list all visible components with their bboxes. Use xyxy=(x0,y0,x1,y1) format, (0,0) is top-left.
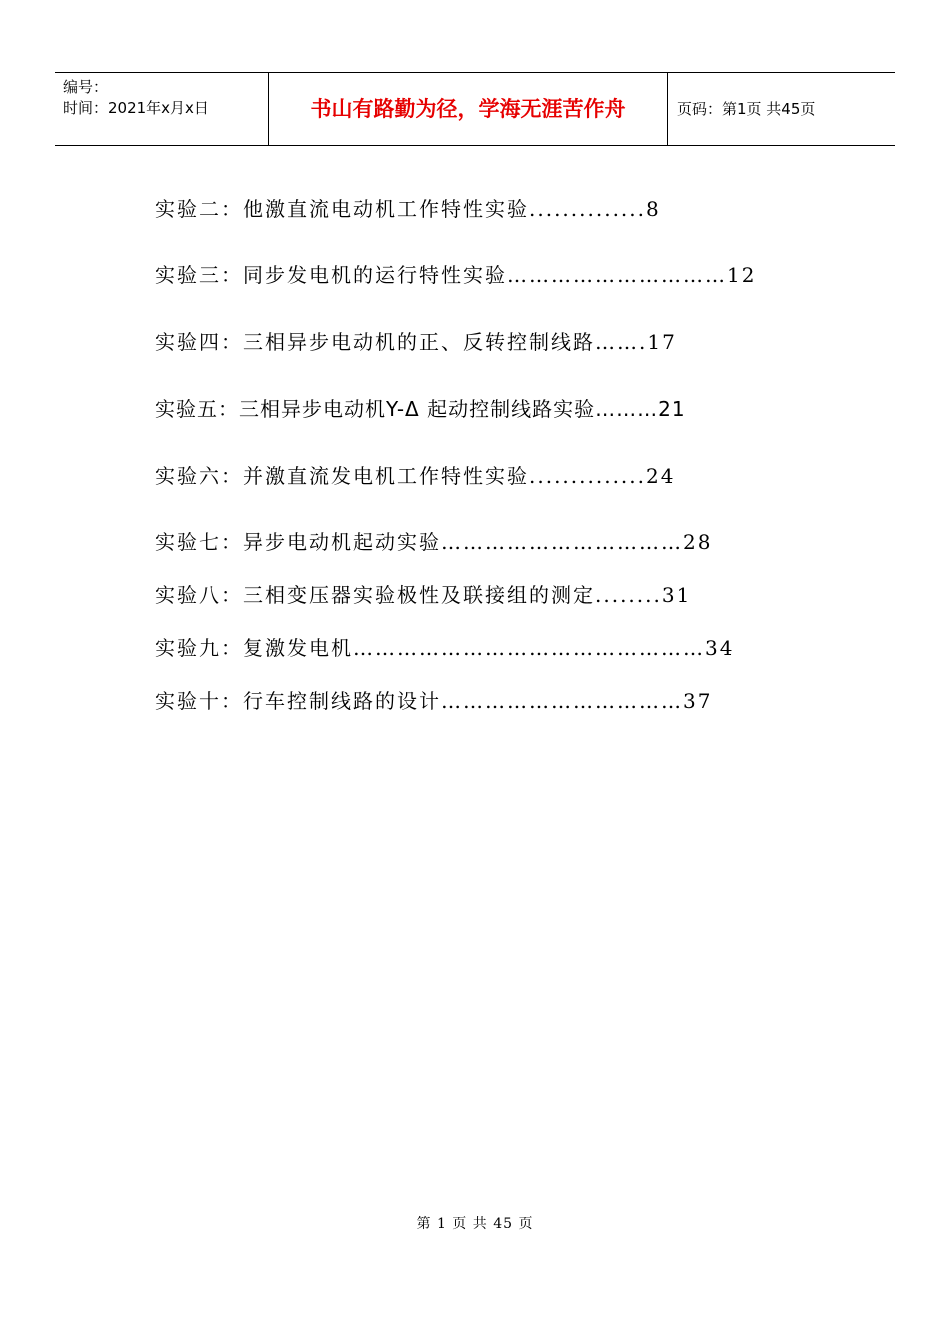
toc-entry[interactable] xyxy=(155,193,661,222)
toc-entry[interactable] xyxy=(155,685,712,714)
toc-entry-leader: …………………………… xyxy=(441,530,683,554)
toc-entry-title: 实验二：他激直流电动机工作特性实验 xyxy=(155,197,529,221)
toc-entry-page: 8 xyxy=(646,197,661,221)
toc-entry-page: 17 xyxy=(647,330,677,354)
toc-entry[interactable] xyxy=(155,526,712,555)
toc-entry[interactable] xyxy=(155,579,691,608)
toc-entry-leader: .............. xyxy=(529,197,647,221)
toc-entry-title: 实验五：三相异步电动机Y-Δ 起动控制线路实验 xyxy=(155,397,596,421)
toc-entry-leader: ………………………………………… xyxy=(353,636,705,660)
toc-entry-title: 实验八：三相变压器实验极性及联接组的测定 xyxy=(155,583,595,607)
document-number-label: 编号： xyxy=(63,78,109,96)
toc-entry-page: 31 xyxy=(661,583,692,607)
toc-entry-page: 12 xyxy=(727,263,757,287)
toc-entry-title: 实验十：行车控制线路的设计 xyxy=(155,689,441,713)
document-time-label: 时间：2021年x月x日 xyxy=(63,99,209,117)
toc-entry-title: 实验四：三相异步电动机的正、反转控制线路 xyxy=(155,330,595,354)
toc-entry[interactable] xyxy=(155,632,734,661)
toc-entry-title: 实验三：同步发电机的运行特性实验 xyxy=(155,263,507,287)
toc-entry[interactable] xyxy=(155,460,675,489)
toc-entry-leader: …………………………… xyxy=(441,689,683,713)
toc-entry-page: 34 xyxy=(705,636,735,660)
header-page-info: 页码：第1页 共45页 xyxy=(677,100,816,118)
header-motto: 书山有路勤为径，学海无涯苦作舟 xyxy=(310,97,626,121)
page-footer: 第 1 页 共 45 页 xyxy=(416,1216,534,1232)
toc-entry-leader: ........ xyxy=(595,583,662,607)
toc-entry-title: 实验七：异步电动机起动实验 xyxy=(155,530,441,554)
toc-entry[interactable] xyxy=(155,393,686,422)
toc-entry-page: 24 xyxy=(646,464,676,488)
toc-entry-page: 37 xyxy=(683,689,713,713)
toc-entry-title: 实验六：并激直流发电机工作特性实验 xyxy=(155,464,529,488)
toc-entry-page: 21 xyxy=(658,397,686,421)
toc-entry-page: 28 xyxy=(683,530,713,554)
toc-entry-leader: ……. xyxy=(595,330,648,354)
toc-entry[interactable] xyxy=(155,326,677,355)
toc-entry-leader: ……… xyxy=(595,397,659,421)
toc-entry[interactable] xyxy=(155,259,756,288)
toc-entry-title: 实验九：复激发电机 xyxy=(155,636,353,660)
toc-entry-leader: .............. xyxy=(529,464,647,488)
toc-entry-leader: ………………………… xyxy=(507,263,727,287)
